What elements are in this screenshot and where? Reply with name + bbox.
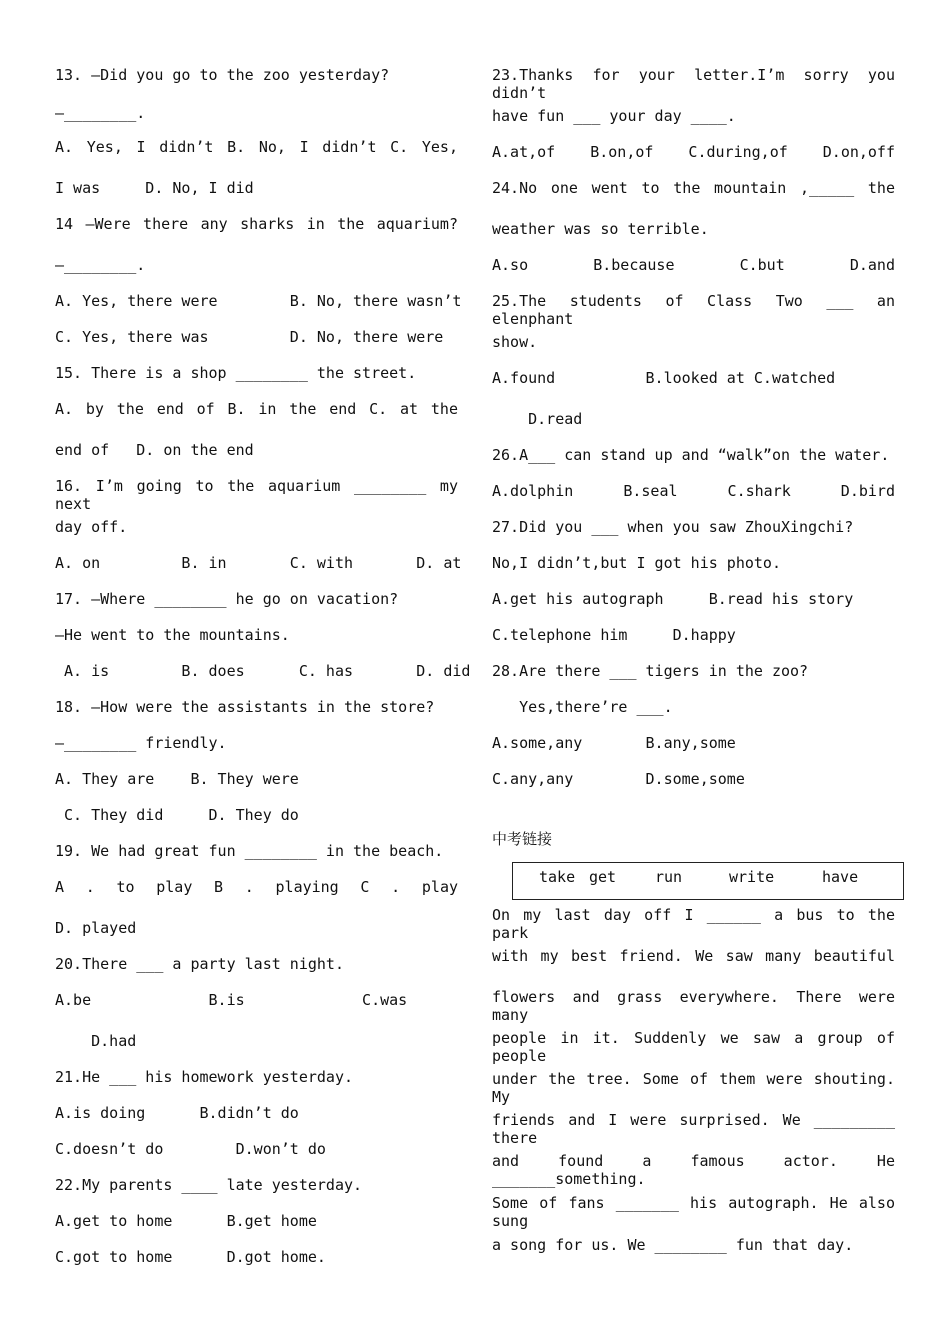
question-line: D.read xyxy=(492,410,583,428)
question-line: —________ friendly. xyxy=(55,734,227,752)
question-line: A.at,of B.on,of C.during,of D.on,off xyxy=(492,143,895,161)
question-line: 25.The students of Class Two ___ an elenphant xyxy=(492,292,895,328)
question-line: show. xyxy=(492,333,538,351)
question-line: C. Yes, there was D. No, there were xyxy=(55,328,444,346)
passage-line: under the tree. Some of them were shouting. My xyxy=(492,1070,895,1106)
word-box xyxy=(512,862,904,900)
question-line: 13. —Did you go to the zoo yesterday? xyxy=(55,66,390,84)
question-line: 14 —Were there any sharks in the aquarium? xyxy=(55,215,458,233)
question-line: A.get his autograph B.read his story xyxy=(492,590,854,608)
word-box-item: write xyxy=(729,868,775,886)
question-line: A.some,any B.any,some xyxy=(492,734,736,752)
question-line: 22.My parents ____ late yesterday. xyxy=(55,1176,363,1194)
question-line: C. They did D. They do xyxy=(55,806,299,824)
question-line: A. They are B. They were xyxy=(55,770,299,788)
question-line: A. Yes, I didn’t B. No, I didn’t C. Yes, xyxy=(55,138,458,156)
question-line: 21.He ___ his homework yesterday. xyxy=(55,1068,354,1086)
question-line: I was D. No, I did xyxy=(55,179,254,197)
word-box-item: take xyxy=(539,868,576,886)
question-line: C.doesn’t do D.won’t do xyxy=(55,1140,326,1158)
question-line: —________. xyxy=(55,256,146,274)
question-line: 28.Are there ___ tigers in the zoo? xyxy=(492,662,809,680)
question-line: A. on B. in C. with D. at xyxy=(55,554,462,572)
passage-line: Some of fans _______ his autograph. He also sung xyxy=(492,1194,895,1230)
question-line: end of D. on the end xyxy=(55,441,254,459)
question-line: 16. I’m going to the aquarium ________ my next xyxy=(55,477,458,513)
question-line: A. is B. does C. has D. did xyxy=(55,662,471,680)
question-line: have fun ___ your day ____. xyxy=(492,107,736,125)
question-line: A.found B.looked at C.watched xyxy=(492,369,836,387)
passage-line: friends and I were surprised. We _________ there xyxy=(492,1111,895,1147)
question-line: D. played xyxy=(55,919,137,937)
question-line: —He went to the mountains. xyxy=(55,626,290,644)
question-line: A . to play B . playing C . play xyxy=(55,878,458,896)
passage-line: a song for us. We ________ fun that day. xyxy=(492,1236,854,1254)
question-line: 20.There ___ a party last night. xyxy=(55,955,344,973)
passage-line: people in it. Suddenly we saw a group of people xyxy=(492,1029,895,1065)
question-line: A.so B.because C.but D.and xyxy=(492,256,895,274)
passage-line: flowers and grass everywhere. There were many xyxy=(492,988,895,1024)
question-line: 24.No one went to the mountain ,_____ the xyxy=(492,179,895,197)
question-line: C.got to home D.got home. xyxy=(55,1248,326,1266)
question-line: 18. —How were the assistants in the store? xyxy=(55,698,435,716)
question-line: A.get to home B.get home xyxy=(55,1212,317,1230)
question-line: A. Yes, there were B. No, there wasn’t xyxy=(55,292,462,310)
question-line: D.had xyxy=(55,1032,137,1050)
question-line: C.any,any D.some,some xyxy=(492,770,745,788)
question-line: A.be B.is C.was xyxy=(55,991,408,1009)
word-box-item: get xyxy=(589,868,617,886)
question-line: 17. —Where ________ he go on vacation? xyxy=(55,590,399,608)
word-box-item: have xyxy=(822,868,859,886)
passage-line: On my last day off I ______ a bus to the park xyxy=(492,906,895,942)
passage-line: and found a famous actor. He _______something. xyxy=(492,1152,895,1188)
question-line: 26.A___ can stand up and “walk”on the water. xyxy=(492,446,890,464)
question-line: A.dolphin B.seal C.shark D.bird xyxy=(492,482,895,500)
question-line: —________. xyxy=(55,104,146,122)
question-line: No,I didn’t,but I got his photo. xyxy=(492,554,781,572)
question-line: A.is doing B.didn’t do xyxy=(55,1104,299,1122)
question-line: 15. There is a shop ________ the street. xyxy=(55,364,417,382)
word-box-item: run xyxy=(655,868,683,886)
question-line: Yes,there’re ___. xyxy=(492,698,673,716)
question-line: day off. xyxy=(55,518,128,536)
question-line: A. by the end of B. in the end C. at the xyxy=(55,400,458,418)
question-line: 23.Thanks for your letter.I’m sorry you didn’t xyxy=(492,66,895,102)
section-title: 中考链接 xyxy=(492,830,553,848)
question-line: 27.Did you ___ when you saw ZhouXingchi? xyxy=(492,518,854,536)
question-line: weather was so terrible. xyxy=(492,220,709,238)
question-line: C.telephone him D.happy xyxy=(492,626,736,644)
question-line: 19. We had great fun ________ in the beach. xyxy=(55,842,444,860)
passage-line: with my best friend. We saw many beautiful xyxy=(492,947,895,965)
